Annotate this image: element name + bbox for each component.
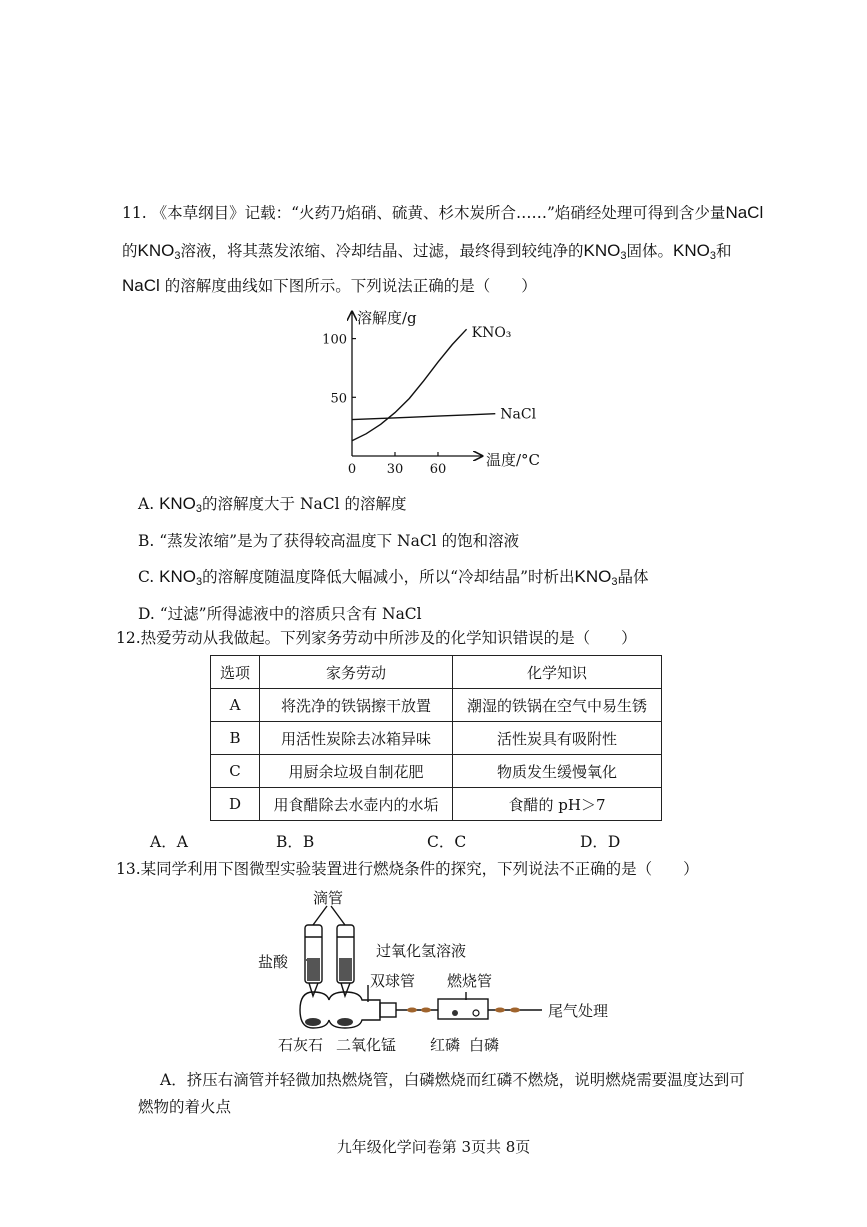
x-axis-label: 温度/°C [486, 451, 541, 469]
table-cell: 将洗净的铁锅擦干放置 [260, 689, 453, 722]
q13-option-a-line1[interactable]: A．挤压右滴管并轻微加热燃烧管，白磷燃烧而红磷不燃烧，说明燃烧需要温度达到可 [160, 1071, 745, 1089]
label-dropper: 滴管 [313, 889, 344, 907]
tube-connector [380, 1003, 396, 1017]
label-h2o2: 过氧化氢溶液 [376, 942, 467, 960]
label-exhaust: 尾气处理 [548, 1002, 609, 1020]
nacl-formula: NaCl [725, 203, 764, 222]
q12-stem: 12.热爱劳动从我做起。下列家务劳动中所涉及的化学知识错误的是（ ） [116, 629, 637, 647]
table-cell: 用食醋除去水壶内的水垢 [260, 788, 453, 821]
q11-text-3: 的溶解度曲线如下图所示。下列说法正确的是（ ） [159, 277, 537, 295]
table-cell: 用厨余垃圾自制花肥 [260, 755, 453, 788]
table-cell: A [211, 689, 260, 722]
dropper-pointer-line [313, 906, 327, 925]
q13-option-a-line2: 燃物的着火点 [138, 1098, 232, 1116]
kno3-formula: $KNO_3$ [159, 567, 203, 588]
table-cell: 食醋的 pH＞7 [453, 788, 662, 821]
option-text: 的溶解度大于 NaCl 的溶解度 [202, 495, 407, 513]
label-burn-tube: 燃烧管 [447, 972, 493, 990]
option-label: C. [138, 568, 155, 586]
burning-tube [438, 999, 488, 1019]
q11-text-2b: 溶液，将其蒸发浓缩、冷却结晶、过滤，最终得到较纯净的 [180, 242, 584, 260]
q12-choice-d[interactable]: D．D [580, 833, 621, 851]
table-cell: C [211, 755, 260, 788]
white-phosphorus [473, 1010, 479, 1016]
option-text: B. “蒸发浓缩”是为了获得较高温度下 NaCl 的饱和溶液 [138, 532, 520, 550]
y-tick-label: 50 [330, 391, 347, 407]
table-cell: 用活性炭除去冰箱异味 [260, 722, 453, 755]
kno3-formula: $KNO_3$ [137, 241, 181, 262]
dropper-pointer-line [331, 906, 345, 925]
label-red-phosphorus: 红磷 [430, 1036, 461, 1054]
y-tick-label: 100 [322, 332, 347, 348]
label-mno2: 二氧化锰 [336, 1036, 397, 1054]
table-cell: B [211, 722, 260, 755]
kno3-formula: $KNO_3$ [574, 567, 618, 588]
limestone-solid [305, 1018, 321, 1026]
nacl-formula: NaCl [122, 276, 160, 295]
series-label-nacl: NaCl [500, 406, 537, 423]
q13-stem: 13.某同学利用下图微型实验装置进行燃烧条件的探究，下列说法不正确的是（ ） [116, 860, 699, 878]
h2o2-liquid [339, 958, 352, 981]
page-footer: 九年级化学问卷第 3页共 8页 [336, 1138, 531, 1156]
kno3-formula: $KNO_3$ [672, 241, 716, 262]
q11-text-1: 11. 《本草纲目》记载：“火药乃焰硝、硫黄、杉木炭所合……”焰硝经处理可得到含少量 [122, 204, 726, 222]
option-text: 晶体 [617, 568, 649, 586]
q12-choice-b[interactable]: B．B [276, 833, 315, 851]
q11-text-2c: 固体。 [626, 242, 673, 260]
table-cell: 物质发生缓慢氧化 [453, 755, 662, 788]
y-axis-label: 溶解度/g [357, 309, 417, 327]
red-phosphorus [452, 1010, 458, 1016]
option-label: A. [138, 495, 155, 513]
table-header: 家务劳动 [260, 656, 453, 689]
series-label-kno3: KNO₃ [471, 325, 512, 342]
table-cell: D [211, 788, 260, 821]
q12-choice-c[interactable]: C．C [427, 833, 467, 851]
x-tick-label: 30 [386, 462, 404, 477]
label-double-bulb: 双球管 [370, 972, 416, 990]
hcl-liquid [307, 958, 320, 981]
q12-choice-a[interactable]: A．A [150, 833, 188, 851]
x-tick-label: 0 [347, 462, 357, 477]
q11-text-2d: 和 [715, 242, 732, 260]
option-text: 的溶解度随温度降低大幅减小，所以“冷却结晶”时析出 [202, 568, 575, 586]
label-hcl: 盐酸 [258, 953, 289, 971]
mno2-solid [337, 1018, 353, 1026]
kno3-formula: $KNO_3$ [159, 494, 203, 515]
label-limestone: 石灰石 [278, 1036, 324, 1054]
q11-text-2a: 的 [122, 242, 138, 260]
table-cell: 活性炭具有吸附性 [453, 722, 662, 755]
kno3-formula: $KNO_3$ [583, 241, 627, 262]
option-text: D. “过滤”所得滤液中的溶质只含有 NaCl [138, 605, 422, 623]
x-tick-label: 60 [429, 462, 447, 477]
table-header: 化学知识 [453, 656, 662, 689]
label-white-phosphorus: 白磷 [469, 1036, 500, 1054]
table-header: 选项 [211, 656, 260, 689]
table-cell: 潮湿的铁锅在空气中易生锈 [453, 689, 662, 722]
